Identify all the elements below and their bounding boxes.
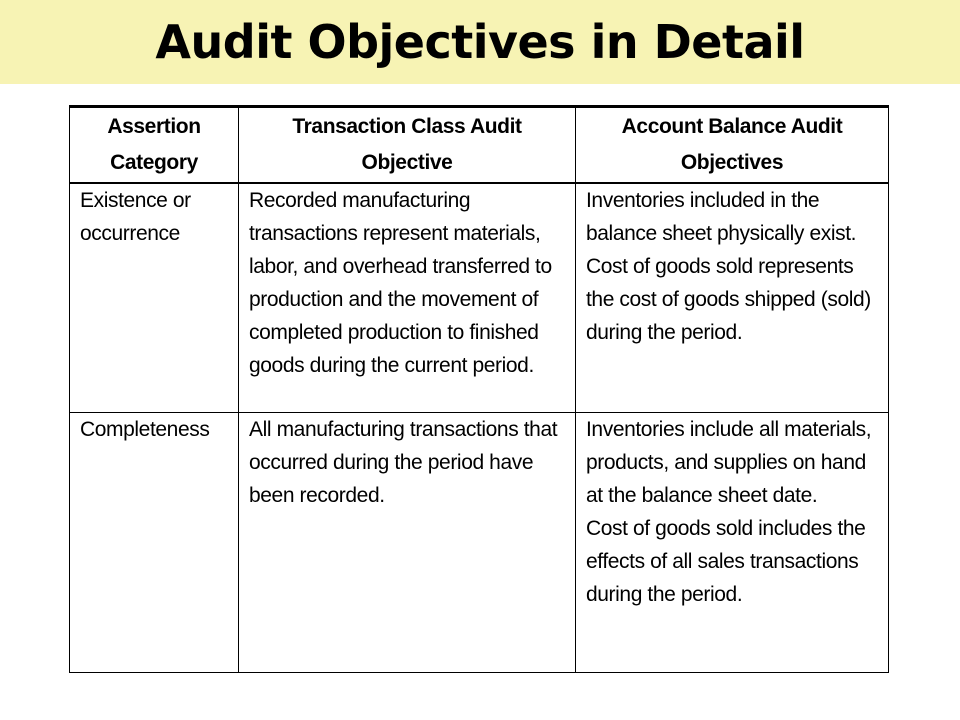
transaction-objective-cell: All manufacturing transactions that occurred during the period have been recorded. (239, 413, 576, 673)
account-objective-line: Inventories include all materials, products, and supplies on hand at the balance sheet date. (586, 418, 872, 507)
account-objective-cell (576, 413, 889, 673)
header-assertion-category: Assertion Category (70, 107, 239, 184)
assertion-cell: Completeness (70, 413, 239, 673)
table-row (70, 413, 889, 673)
slide-title: Audit Objectives in Detail (155, 15, 805, 69)
transaction-objective-cell: Recorded manufacturing transactions represent materials, labor, and overhead transferred to production and the movement of completed production to finished goods during the current period. (239, 183, 576, 413)
audit-objectives-table (69, 105, 889, 673)
table-header-row (70, 107, 889, 184)
header-account-balance-objectives: Account Balance Audit Objectives (576, 107, 889, 184)
account-objective-cell (576, 183, 889, 413)
account-objective-line: Cost of goods sold represents the cost of goods shipped (sold) during the period. (586, 255, 871, 344)
account-objective-line: Cost of goods sold includes the effects of all sales transactions during the period. (586, 517, 866, 606)
assertion-cell: Existence or occurrence (70, 183, 239, 413)
header-transaction-class-objective: Transaction Class Audit Objective (239, 107, 576, 184)
table-row (70, 183, 889, 413)
account-objective-line: Inventories included in the balance sheet physically exist. (586, 189, 857, 245)
